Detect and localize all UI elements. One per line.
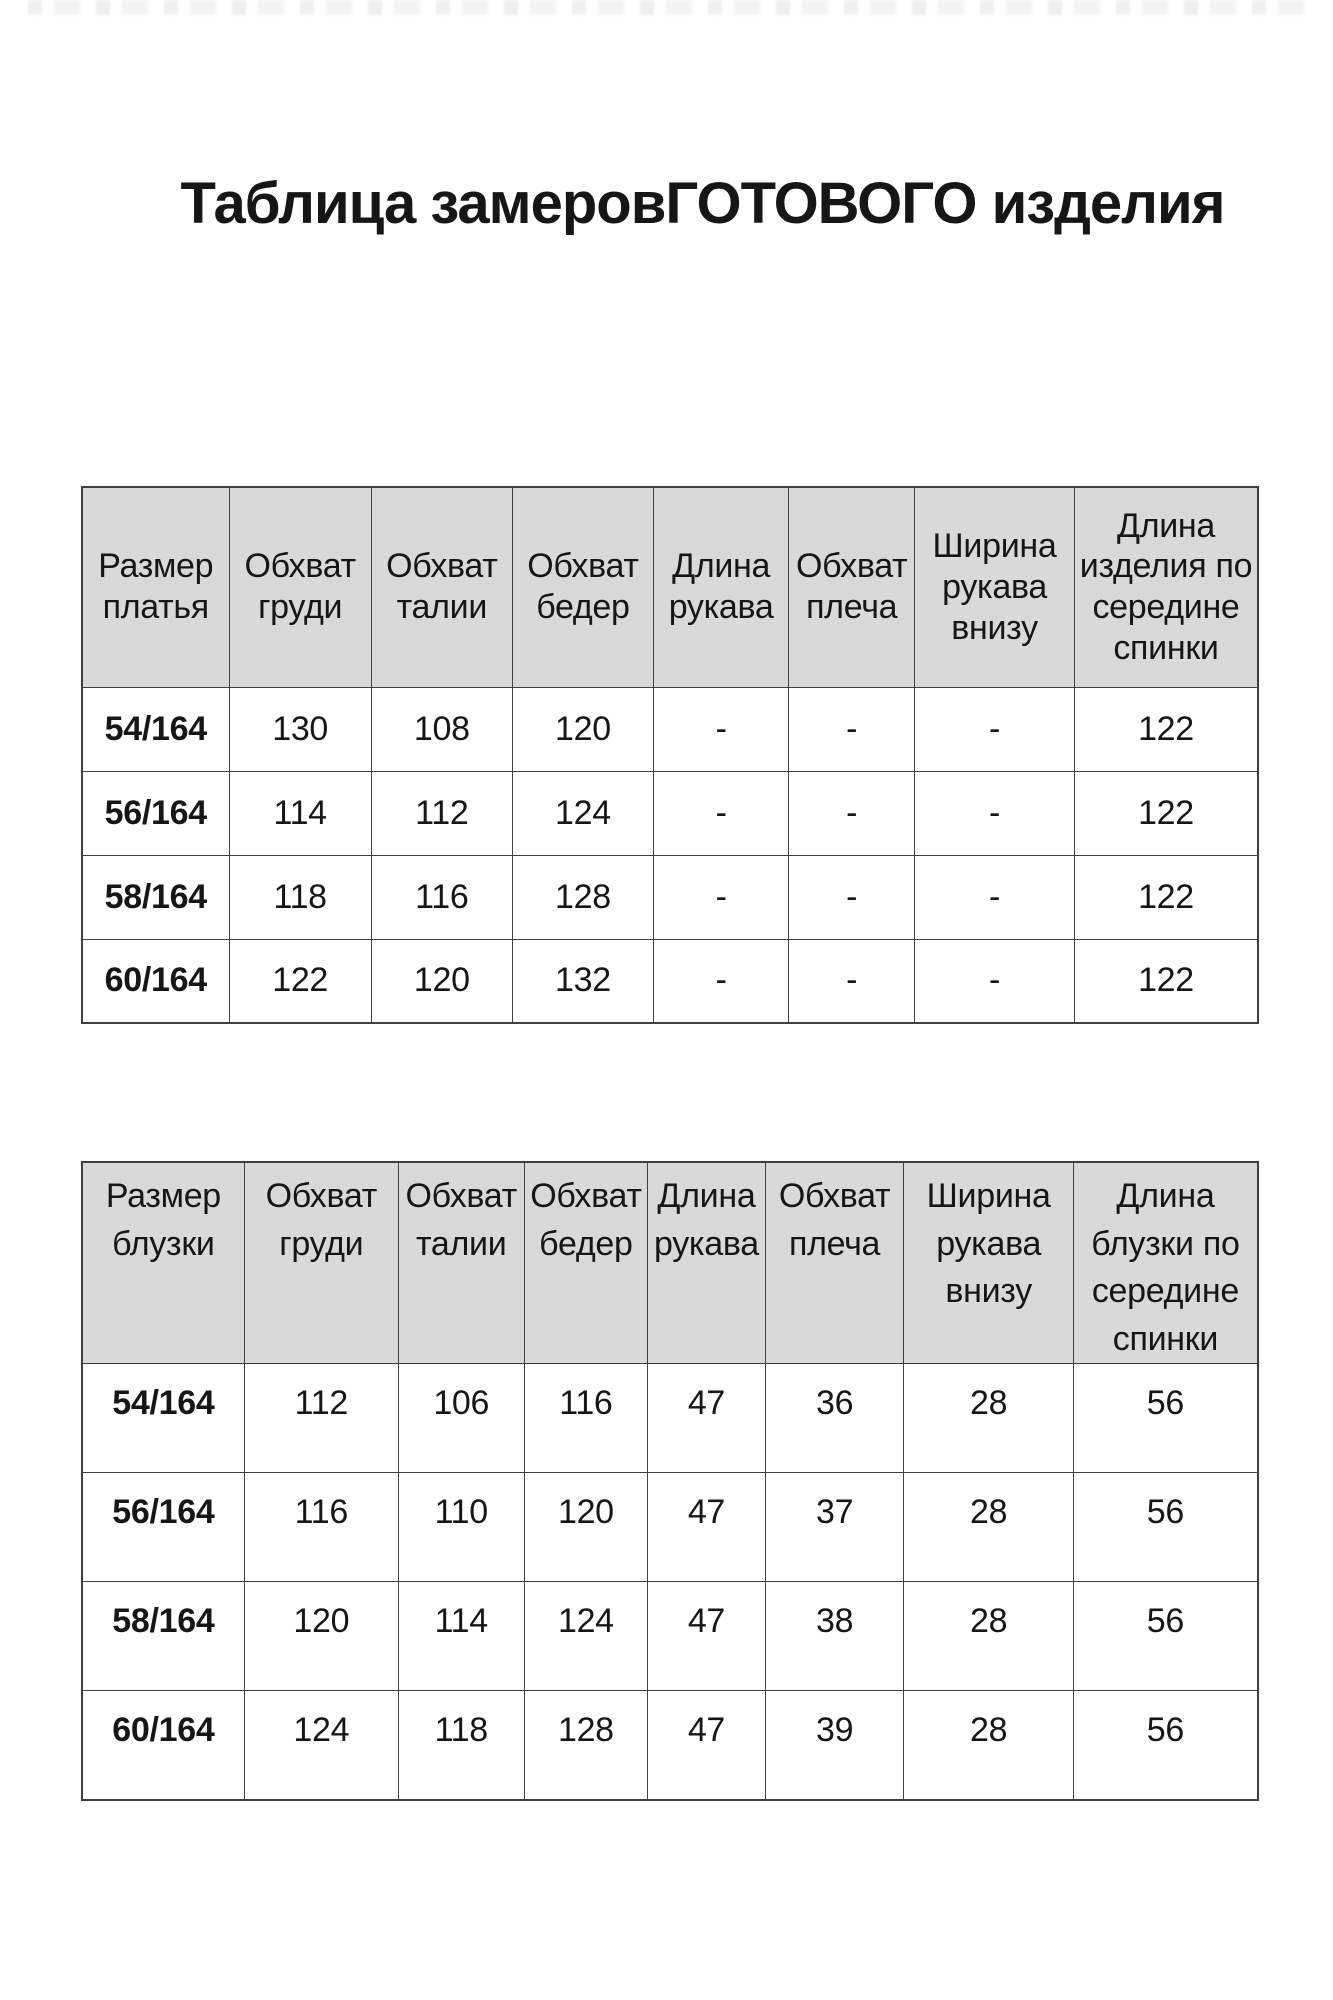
value-cell: 132: [512, 939, 653, 1023]
value-cell: 118: [229, 855, 371, 939]
column-header: Обхват груди: [229, 487, 371, 687]
blouse-measurements-table: [81, 1161, 1259, 1801]
value-cell: 112: [244, 1364, 398, 1473]
page-title: Таблица замеровГОТОВОГО изделия: [180, 171, 1225, 236]
dress-measurements-table: [81, 486, 1259, 1024]
value-cell: -: [789, 687, 915, 771]
scan-cutoff-artifact: [28, 0, 1305, 15]
value-cell: 122: [229, 939, 371, 1023]
size-cell: 58/164: [82, 1582, 244, 1691]
table-row: [82, 687, 1258, 771]
dress-table-body: [82, 687, 1258, 1023]
column-header: Размер платья: [82, 487, 229, 687]
value-cell: 120: [244, 1582, 398, 1691]
table-row: [82, 1691, 1258, 1800]
table-row: [82, 939, 1258, 1023]
value-cell: -: [789, 939, 915, 1023]
column-header: Обхват плеча: [765, 1162, 904, 1364]
value-cell: -: [654, 771, 789, 855]
value-cell: -: [915, 687, 1075, 771]
column-header: Длина рукава: [648, 1162, 766, 1364]
value-cell: 28: [904, 1582, 1073, 1691]
size-cell: 58/164: [82, 855, 229, 939]
column-header: Обхват плеча: [789, 487, 915, 687]
value-cell: 47: [648, 1691, 766, 1800]
value-cell: 56: [1073, 1473, 1258, 1582]
value-cell: -: [915, 939, 1075, 1023]
value-cell: 106: [398, 1364, 524, 1473]
value-cell: -: [915, 771, 1075, 855]
value-cell: 112: [371, 771, 512, 855]
column-header: Обхват бедер: [524, 1162, 647, 1364]
table-row: [82, 771, 1258, 855]
size-cell: 60/164: [82, 939, 229, 1023]
value-cell: 38: [765, 1582, 904, 1691]
value-cell: 108: [371, 687, 512, 771]
column-header: Длина рукава: [654, 487, 789, 687]
value-cell: 116: [371, 855, 512, 939]
value-cell: 122: [1074, 939, 1258, 1023]
value-cell: 47: [648, 1582, 766, 1691]
value-cell: 28: [904, 1691, 1073, 1800]
value-cell: 114: [398, 1582, 524, 1691]
value-cell: -: [789, 771, 915, 855]
value-cell: 124: [524, 1582, 647, 1691]
value-cell: 116: [524, 1364, 647, 1473]
value-cell: 122: [1074, 771, 1258, 855]
table-row: [82, 1364, 1258, 1473]
value-cell: 56: [1073, 1364, 1258, 1473]
value-cell: 122: [1074, 855, 1258, 939]
value-cell: 37: [765, 1473, 904, 1582]
value-cell: 122: [1074, 687, 1258, 771]
table-row: [82, 1473, 1258, 1582]
value-cell: 28: [904, 1364, 1073, 1473]
size-cell: 54/164: [82, 1364, 244, 1473]
column-header: Ширина рукава внизу: [915, 487, 1075, 687]
value-cell: 28: [904, 1473, 1073, 1582]
value-cell: 120: [524, 1473, 647, 1582]
value-cell: 39: [765, 1691, 904, 1800]
column-header: Длина блузки по середине спинки: [1073, 1162, 1258, 1364]
dress-table-header: [82, 487, 1258, 687]
size-cell: 60/164: [82, 1691, 244, 1800]
value-cell: 36: [765, 1364, 904, 1473]
column-header: Обхват бедер: [512, 487, 653, 687]
value-cell: 116: [244, 1473, 398, 1582]
value-cell: 56: [1073, 1582, 1258, 1691]
value-cell: 124: [512, 771, 653, 855]
blouse-table-header: [82, 1162, 1258, 1364]
value-cell: 110: [398, 1473, 524, 1582]
value-cell: 128: [524, 1691, 647, 1800]
column-header: Размер блузки: [82, 1162, 244, 1364]
table-row: [82, 855, 1258, 939]
column-header: Обхват талии: [371, 487, 512, 687]
value-cell: 56: [1073, 1691, 1258, 1800]
value-cell: 118: [398, 1691, 524, 1800]
value-cell: -: [654, 687, 789, 771]
value-cell: 120: [371, 939, 512, 1023]
size-cell: 56/164: [82, 771, 229, 855]
column-header: Длина изделия по середине спинки: [1074, 487, 1258, 687]
value-cell: -: [654, 855, 789, 939]
column-header: Обхват груди: [244, 1162, 398, 1364]
size-cell: 54/164: [82, 687, 229, 771]
value-cell: -: [789, 855, 915, 939]
column-header: Обхват талии: [398, 1162, 524, 1364]
value-cell: 128: [512, 855, 653, 939]
value-cell: -: [654, 939, 789, 1023]
value-cell: 130: [229, 687, 371, 771]
value-cell: 120: [512, 687, 653, 771]
column-header: Ширина рукава внизу: [904, 1162, 1073, 1364]
value-cell: -: [915, 855, 1075, 939]
value-cell: 124: [244, 1691, 398, 1800]
value-cell: 114: [229, 771, 371, 855]
value-cell: 47: [648, 1473, 766, 1582]
blouse-table-body: [82, 1364, 1258, 1800]
size-cell: 56/164: [82, 1473, 244, 1582]
value-cell: 47: [648, 1364, 766, 1473]
table-row: [82, 1582, 1258, 1691]
